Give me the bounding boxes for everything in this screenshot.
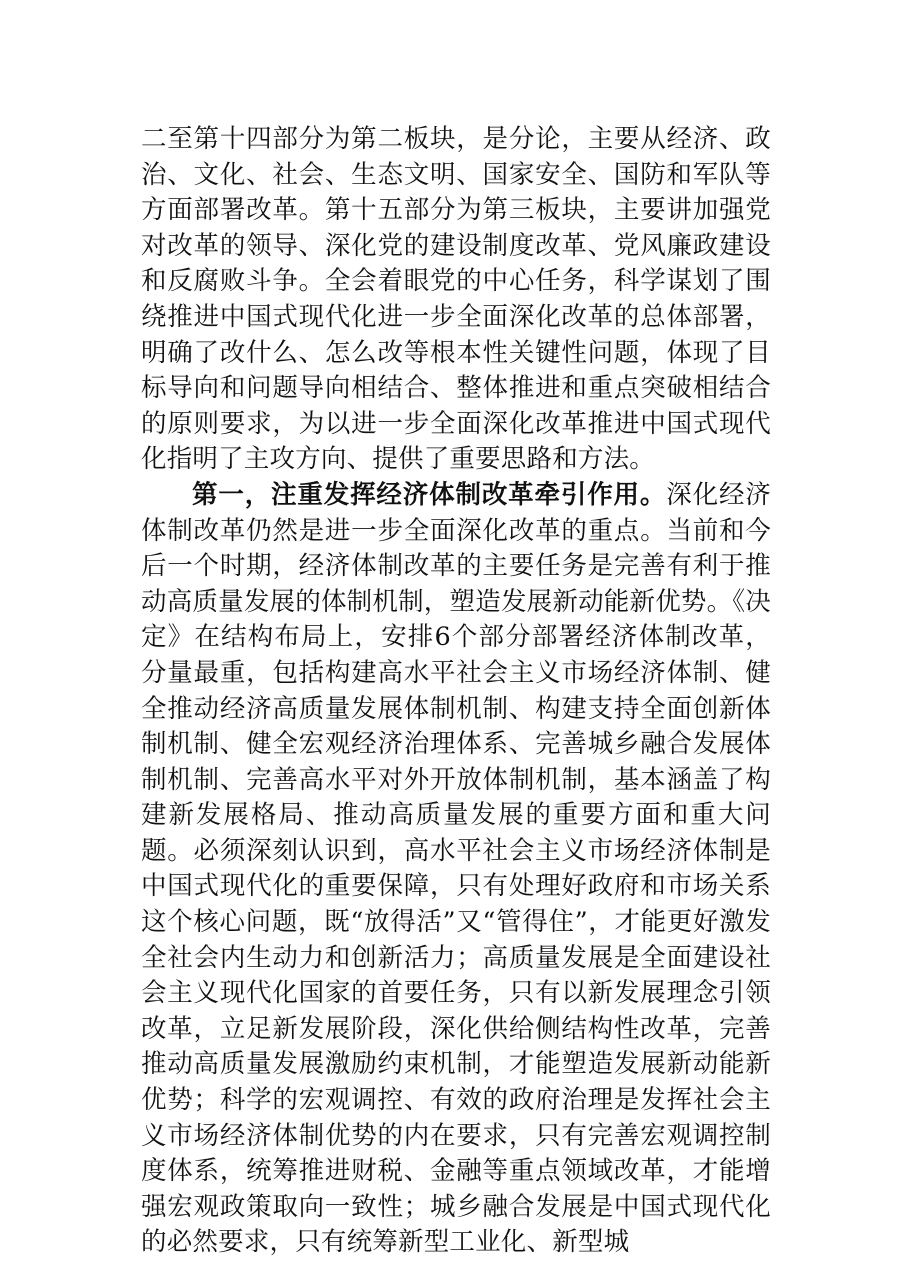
paragraph-continued [141, 122, 771, 478]
document-body [141, 122, 771, 1261]
paragraph-text: 二至第十四部分为第二板块，是分论，主要从经济、政治、文化、社会、生态文明、国家安全、国防和军队等方面部署改革。第十五部分为第三板块，主要讲加强党对改革的领导、深化党的建设制度改革、党风廉政建设和反腐败斗争。全会着眼党的中心任务，科学谋划了围绕推进中国式现代化进一步全面深化改革的总体部署，明确了改什么、怎么改等根本性关键性问题，体现了目标导向和问题导向相结合、整体推进和重点突破相结合的原则要求，为以进一步全面深化改革推进中国式现代化指明了主攻方向、提供了重要思路和方法。 [141, 124, 771, 475]
paragraph-economic-reform [141, 478, 771, 1261]
paragraph-text: 深化经济体制改革仍然是进一步全面深化改革的重点。当前和今后一个时期，经济体制改革的主要任务是完善有利于推动高质量发展的体制机制，塑造发展新动能新优势。《决定》在结构布局上，安排6个部分部署经济体制改革，分量最重，包括构建高水平社会主义市场经济体制、健全推动经济高质量发展体制机制、构建支持全面创新体制机制、健全宏观经济治理体系、完善城乡融合发展体制机制、完善高水平对外开放体制机制，基本涵盖了构建新发展格局、推动高质量发展的重要方面和重大问题。必须深刻认识到，高水平社会主义市场经济体制是中国式现代化的重要保障，只有处理好政府和市场关系这个核心问题，既“放得活”又“管得住”，才能更好激发全社会内生动力和创新活力；高质量发展是全面建设社会主义现代化国家的首要任务，只有以新发展理念引领改革，立足新发展阶段，深化供给侧结构性改革，完善推动高质量发展激励约束机制，才能塑造发展新动能新优势；科学的宏观调控、有效的政府治理是发挥社会主义市场经济体制优势的内在要求，只有完善宏观调控制度体系，统筹推进财税、金融等重点领域改革，才能增强宏观政策取向一致性；城乡融合发展是中国式现代化的必然要求，只有统筹新型工业化、新型城 [141, 479, 771, 1258]
paragraph-heading: 第一，注重发挥经济体制改革牵引作用。 [192, 479, 667, 510]
